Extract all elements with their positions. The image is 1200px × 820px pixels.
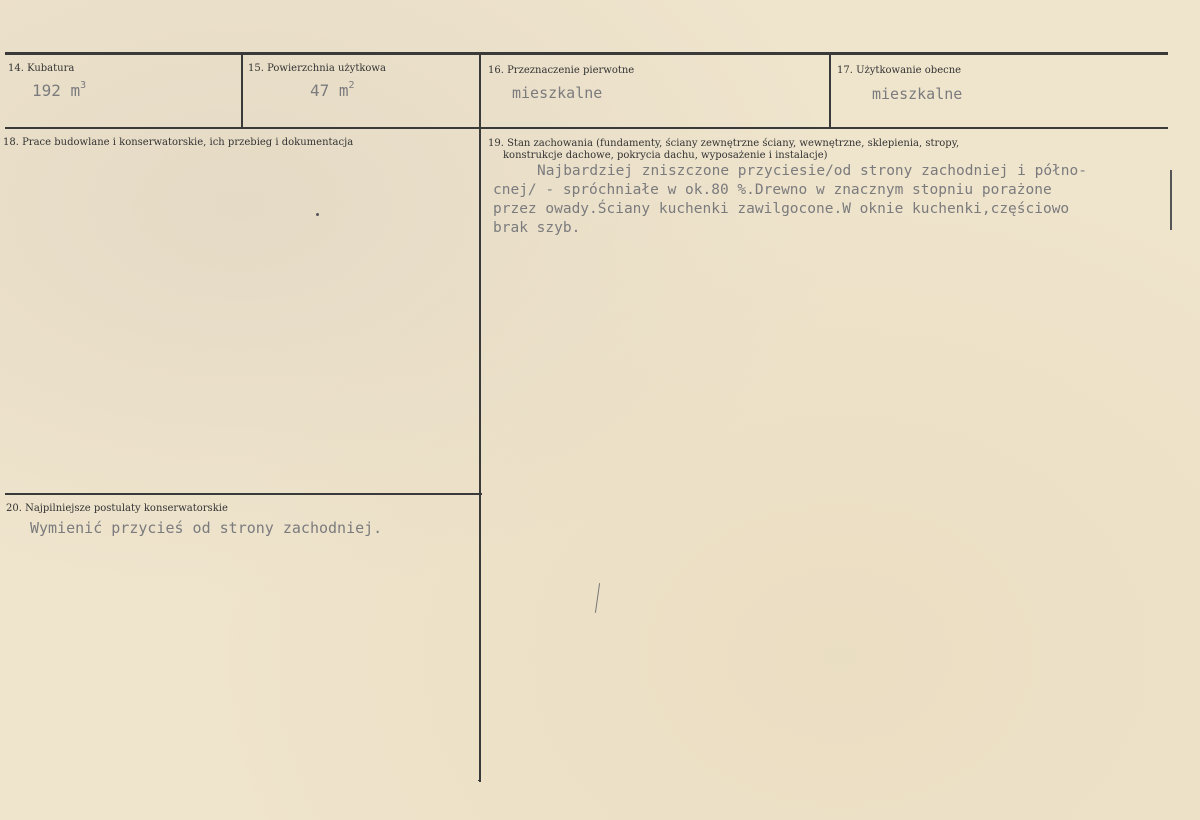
field-15-label: 15. Powierzchnia użytkowa (248, 63, 386, 74)
field-16-value: mieszkalne (512, 84, 603, 102)
field20-top-rule (5, 493, 482, 495)
field-17-label: 17. Użytkowanie obecne (837, 65, 962, 76)
condition-line-3: przez owady.Ściany kuchenki zawilgocone.W oknie kuchenki,częściowo (493, 201, 1070, 217)
divider-14-15 (241, 54, 243, 128)
condition-line-4: brak szyb. (493, 220, 581, 236)
kubatura-value: 192 m (32, 81, 81, 100)
condition-line-1: Najbardziej zniszczone przyciesie/od strony zachodniej i półno- (537, 163, 1087, 179)
field-15-value (310, 80, 355, 100)
field-20-value: Wymienić przycieś od strony zachodniej. (30, 519, 383, 537)
right-edge-mark (1170, 170, 1172, 230)
dot-mark (316, 213, 319, 216)
powierzchnia-unit-exponent: 2 (348, 80, 355, 91)
field-19-label-line2: konstrukcje dachowe, pokrycia dachu, wyposażenie i instalacje) (503, 150, 828, 161)
row1-bottom-rule (5, 127, 1168, 129)
field-17-value: mieszkalne (872, 85, 963, 103)
field-18-label: 18. Prace budowlane i konserwatorskie, ich przebieg i dokumentacja (3, 137, 354, 148)
top-rule (5, 52, 1168, 55)
condition-line-2: cnej/ - spróchniałe w ok.80 %.Drewno w znacznym stopniu porażone (493, 182, 1052, 198)
divider-15-16 (479, 54, 481, 782)
powierzchnia-value: 47 m (310, 81, 349, 100)
field-14-label: 14. Kubatura (8, 63, 75, 74)
field-16-label: 16. Przeznaczenie pierwotne (488, 65, 635, 76)
pencil-tick-mark (595, 583, 600, 613)
field-20-label: 20. Najpilniejsze postulaty konserwatorskie (6, 503, 228, 514)
field-14-value (32, 80, 86, 100)
kubatura-unit-exponent: 3 (80, 80, 87, 91)
divider-16-17 (829, 54, 831, 128)
field-19-label-line1: 19. Stan zachowania (fundamenty, ściany zewnętrzne ściany, wewnętrzne, sklepienia, stropy, (488, 138, 960, 149)
field-19-text (493, 162, 1087, 238)
